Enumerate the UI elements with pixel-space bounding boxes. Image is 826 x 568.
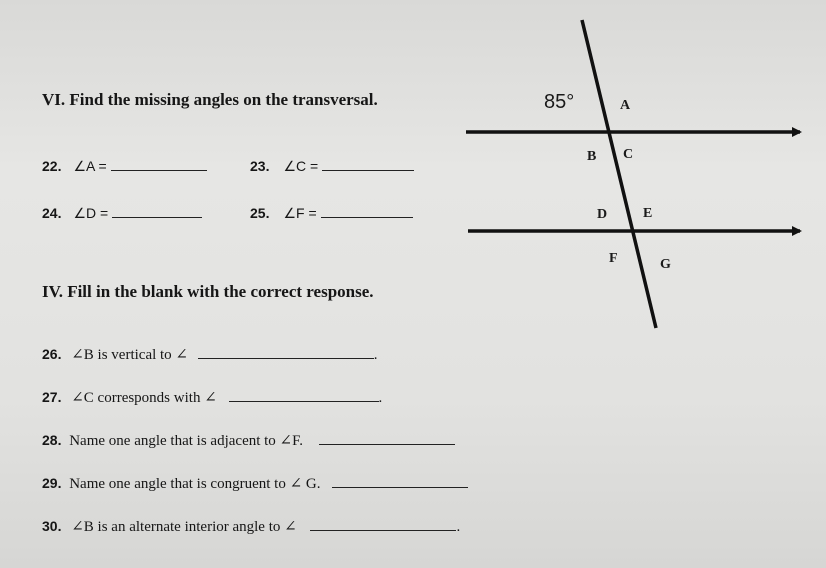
angle-label-f: F [609,251,618,266]
period: . [378,390,383,406]
question-text: ∠B is vertical to ∠ [71,347,189,363]
angle-label: ∠D = [73,205,109,221]
period: . [456,519,461,535]
section-vi-title: VI. Find the missing angles on the transversal. [42,90,378,109]
question-number: 23. [250,158,270,174]
transversal-line [582,20,656,328]
question-text: Name one angle that is congruent to ∠ G. [69,476,321,492]
question-number: 27. [42,389,62,405]
question-number: 28. [42,432,62,448]
angle-label-e: E [643,206,653,221]
angle-label: ∠C = [283,158,319,174]
question-text: ∠B is an alternate interior angle to ∠ [71,519,297,535]
question-text: Name one angle that is adjacent to ∠F. [69,433,304,449]
angle-label: ∠A = [73,158,107,174]
angle-label-a: A [620,98,631,113]
question-number: 24. [42,205,62,221]
question-text: ∠C corresponds with ∠ [71,390,217,406]
question-number: 26. [42,346,62,362]
question-number: 22. [42,158,62,174]
angle-label: ∠F = [283,205,317,221]
question-number: 29. [42,475,62,491]
question-number: 30. [42,518,62,534]
angle-label-g: G [660,257,671,272]
angle-label-b: B [587,149,597,164]
angle-label-d: D [597,207,608,222]
question-number: 25. [250,205,270,221]
section-iv-title: IV. Fill in the blank with the correct response. [42,282,374,301]
angle-label-c: C [623,147,634,162]
given-angle-label: 85° [544,91,575,113]
period: . [373,347,378,363]
